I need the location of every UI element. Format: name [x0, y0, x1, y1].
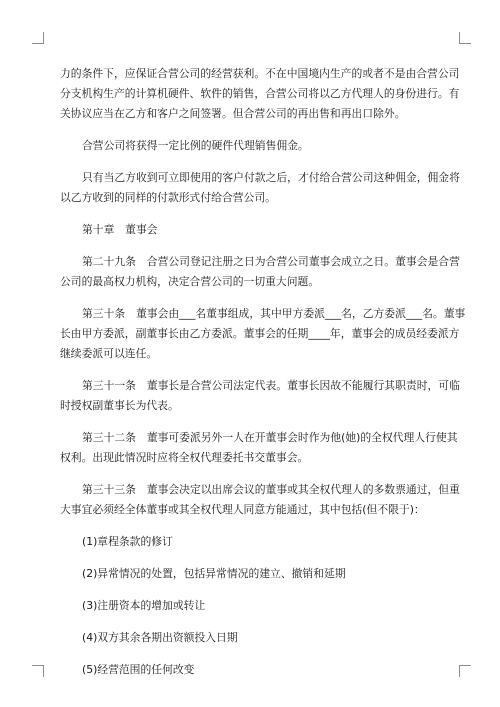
list-item: [60, 628, 445, 648]
paragraph-continuation: [60, 64, 460, 124]
text-line: 时授权副董事长为代表。: [60, 399, 179, 412]
text-line: 第三十三条 董事会决定以出席会议的董事或其全权代理人的多数票通过，但重: [82, 483, 460, 496]
text-line: 权利。出现此情况时应将全权代理委托书交董事会。: [60, 451, 309, 464]
article-33: [60, 480, 460, 520]
text-line: 只有当乙方收到可立即使用的客户付款之后，才付给合营公司这种佣金，佣金将: [82, 171, 460, 184]
paragraph-commission: [60, 136, 445, 156]
text-line: 大事宜必须经全体董事或其全权代理人同意方能通过，其中包括(但不限于)：: [60, 503, 425, 516]
crop-mark-top-left: [32, 32, 44, 44]
list-item: [60, 564, 445, 584]
text-line: (1)章程条款的修订: [82, 535, 173, 548]
text-line: 以乙方收到的同样的付款形式付给合营公司。: [60, 191, 276, 204]
text-line: 长由甲方委派，副董事长由乙方委派。董事会的任期____年，董事会的成员经委派方: [60, 327, 460, 340]
text-line: 第十章 董事会: [82, 223, 158, 236]
crop-mark-bottom-right: [459, 665, 471, 677]
text-line: (3)注册资本的增加或转让: [82, 599, 206, 612]
crop-mark-top-right: [459, 32, 471, 44]
text-line: 公司的最高权力机构，决定合营公司的一切重大问题。: [60, 275, 320, 288]
paragraph-payment: [60, 168, 460, 208]
crop-mark-bottom-left: [32, 665, 44, 677]
text-line: 力的条件下，应保证合营公司的经营获利。不在中国境内生产的或者不是由合营公司: [60, 67, 460, 80]
list-item: [60, 596, 445, 616]
list-item: [60, 660, 445, 680]
article-32: [60, 428, 458, 468]
text-line: 第三十二条 董事可委派另外一人在开董事会时作为他(她)的全权代理人行使其: [82, 431, 458, 444]
article-30: [60, 304, 466, 364]
document-body: [60, 64, 466, 692]
text-line: (2)异常情况的处置，包括异常情况的建立、撤销和延期: [82, 567, 346, 580]
chapter-heading: [60, 220, 445, 240]
text-line: (4)双方其余各期出资额投入日期: [82, 631, 238, 644]
list-item: [60, 532, 445, 552]
article-29: [60, 252, 460, 292]
article-31: [60, 376, 460, 416]
text-line: (5)经营范围的任何改变: [82, 663, 195, 676]
text-line: 继续委派可以连任。: [60, 347, 158, 360]
text-line: 分支机构生产的计算机硬件、软件的销售，合营公司将以乙方代理人的身份进行。有: [60, 87, 460, 100]
text-line: 第三十一条 董事长是合营公司法定代表。董事长因故不能履行其职责时，可临: [82, 379, 460, 392]
text-line: 第二十九条 合营公司登记注册之日为合营公司董事会成立之日。董事会是合营: [82, 255, 460, 268]
text-line: 合营公司将获得一定比例的硬件代理销售佣金。: [82, 139, 309, 152]
text-line: 关协议应当在乙方和客户之间签署。但合营公司的再出售和再出口除外。: [60, 107, 406, 120]
text-line: 第三十条 董事会由___名董事组成，其中甲方委派___名，乙方委派___名。董事: [82, 307, 466, 320]
